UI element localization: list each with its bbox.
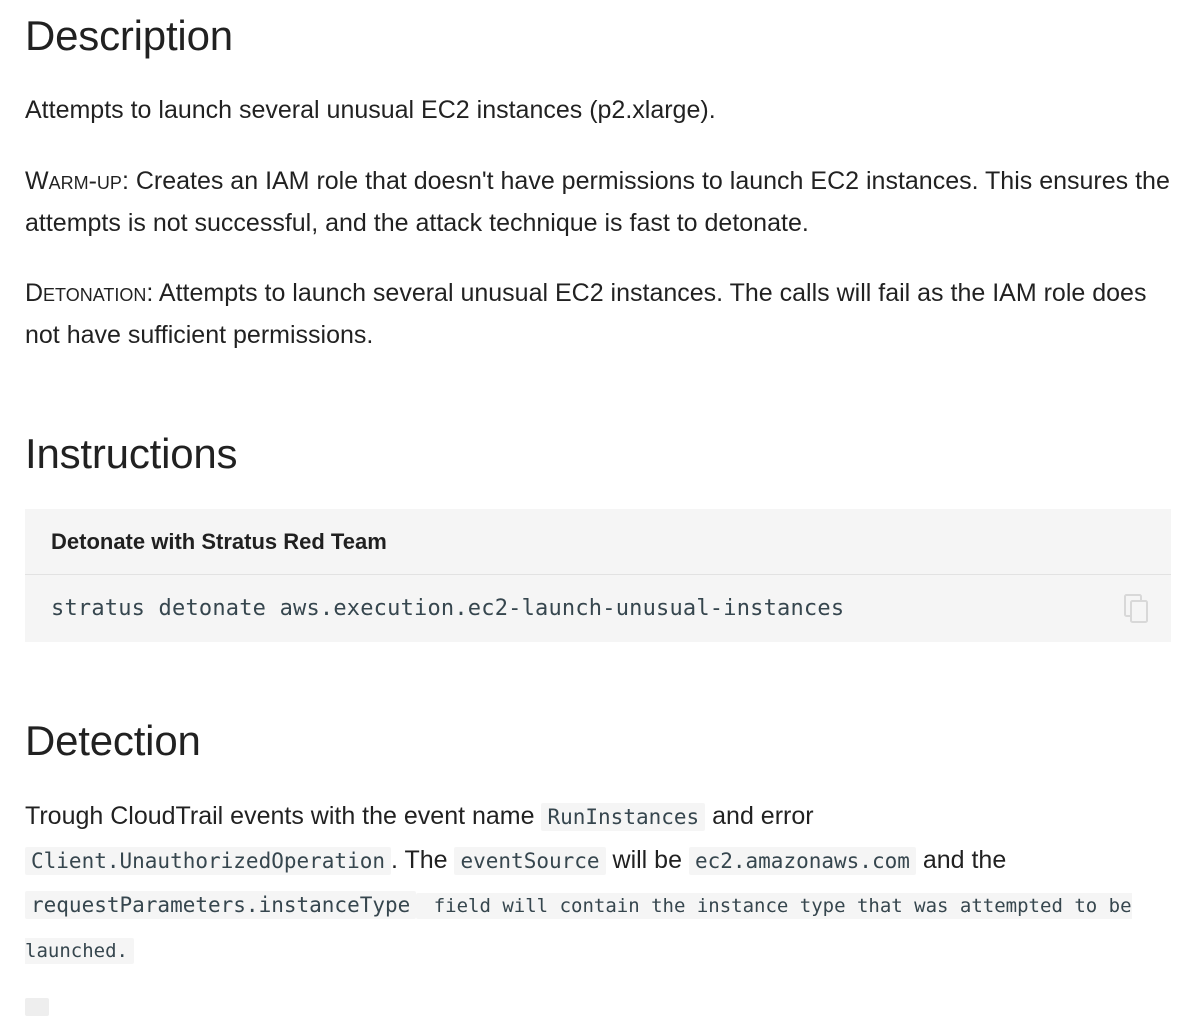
- description-heading: Description: [25, 12, 233, 59]
- command-text[interactable]: stratus detonate aws.execution.ec2-launch-unusual-instances: [51, 595, 845, 621]
- copy-icon[interactable]: [1123, 594, 1151, 624]
- description-paragraph: Attempts to launch several unusual EC2 instances (p2.xlarge).: [25, 96, 716, 124]
- admonition-title: Detonate with Stratus Red Team: [25, 509, 1171, 575]
- detection-text: and the: [915, 846, 1007, 874]
- inline-code: requestParameters.instanceType: [25, 891, 416, 919]
- detection-text: and error: [705, 802, 814, 830]
- warmup-paragraph: [25, 160, 1171, 244]
- inline-code: RunInstances: [541, 803, 705, 831]
- inline-code: ec2.amazonaws.com: [689, 847, 916, 875]
- instructions-heading: Instructions: [25, 430, 238, 477]
- detection-text: . The: [391, 846, 455, 874]
- warmup-text: : Creates an IAM role that doesn't have permissions to launch EC2 instances. This ensures the attempts is not successful, and the attack technique is fast to detonate.: [25, 167, 1170, 237]
- inline-code: eventSource: [454, 847, 605, 875]
- detonation-label: Detonation: [25, 279, 147, 307]
- detection-paragraph: [25, 795, 1171, 973]
- detonate-admonition: [25, 509, 1171, 642]
- detonation-text: : Attempts to launch several unusual EC2 instances. The calls will fail as the IAM role does not have sufficient permissions.: [25, 279, 1147, 349]
- inline-code: Client.UnauthorizedOperation: [25, 847, 391, 875]
- detection-text: Trough CloudTrail events with the event name: [25, 802, 542, 830]
- detection-text: will be: [605, 846, 689, 874]
- detection-heading: Detection: [25, 717, 201, 764]
- inline-code: field will contain the instance type that was attempted to be launched.: [25, 895, 1132, 962]
- warmup-label: Warm-up: [25, 167, 122, 195]
- detonation-paragraph: [25, 272, 1171, 356]
- command-code-block[interactable]: [25, 575, 1171, 641]
- empty-code-block: [25, 998, 49, 1016]
